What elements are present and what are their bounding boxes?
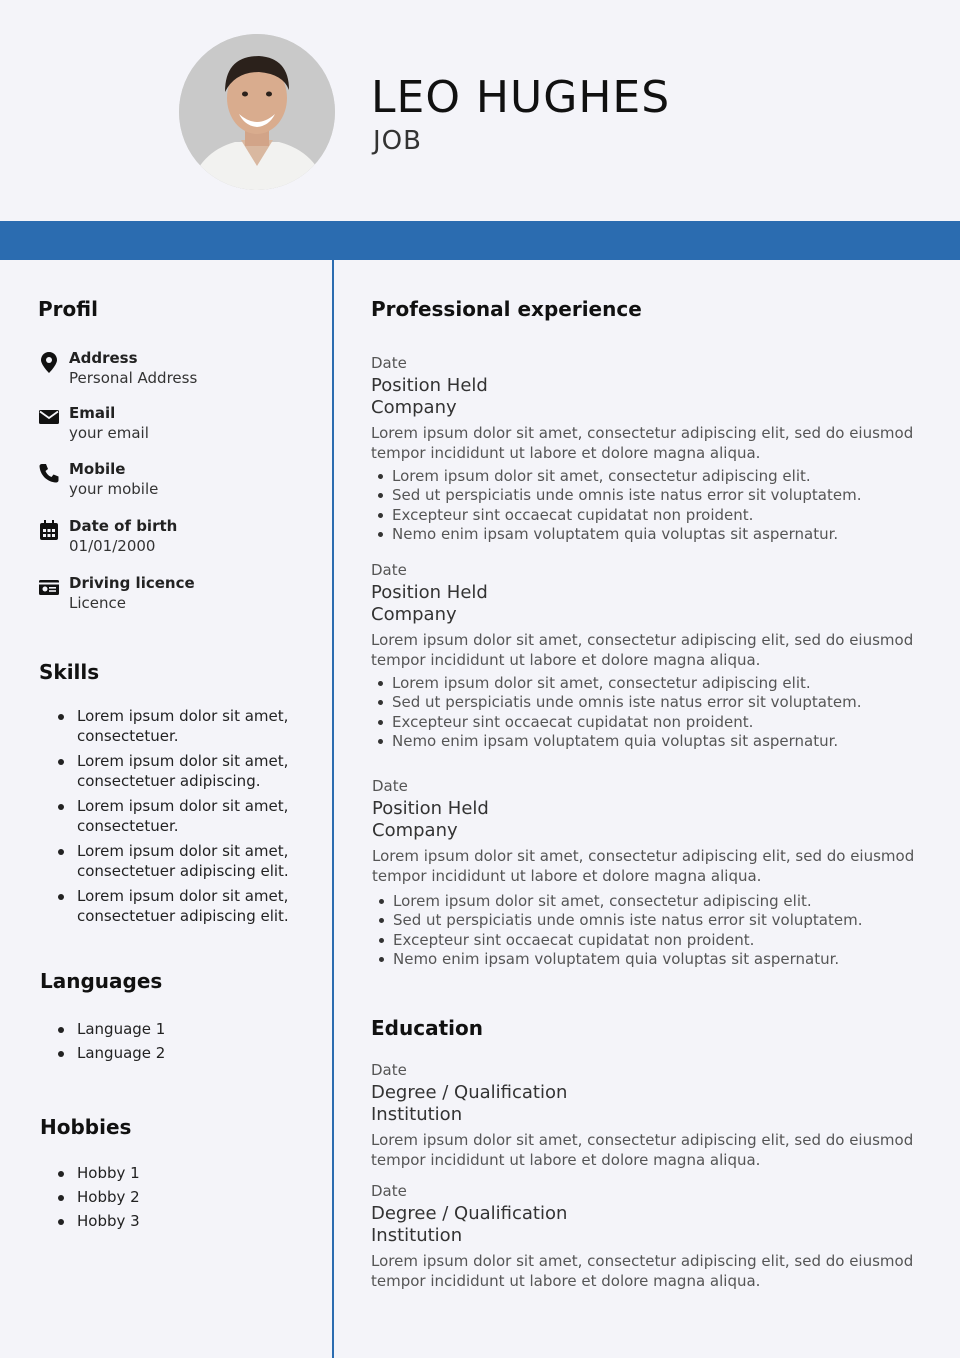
list-item: Sed ut perspiciatis unde omnis iste natus error sit voluptatem. [371, 486, 931, 505]
list-item: Nemo enim ipsam voluptatem quia voluptas sit aspernatur. [371, 525, 931, 544]
column-divider [332, 260, 334, 1358]
calendar-icon [38, 519, 60, 541]
list-item: Excepteur sint occaecat cupidatat non proident. [371, 713, 931, 732]
list-item: Sed ut perspiciatis unde omnis iste natus error sit voluptatem. [371, 693, 931, 712]
education-entry [371, 1060, 931, 1170]
list-item: Lorem ipsum dolor sit amet, consectetuer adipiscing elit. [56, 887, 316, 926]
experience-entry [372, 776, 932, 969]
contact-label: Mobile [69, 460, 126, 478]
entry-bullets [372, 892, 932, 969]
contact-label: Driving licence [69, 574, 195, 592]
contact-value: your email [69, 424, 149, 442]
contact-value: Licence [69, 594, 126, 612]
contact-value: your mobile [69, 480, 159, 498]
contact-label: Date of birth [69, 517, 178, 535]
person-name: LEO HUGHES [371, 72, 671, 123]
envelope-icon [38, 406, 60, 428]
list-item: Language 1 [56, 1020, 316, 1040]
skills-list [56, 707, 316, 926]
experience-entry [371, 353, 931, 544]
languages-heading: Languages [40, 969, 163, 993]
list-item: Lorem ipsum dolor sit amet, consectetuer. [56, 797, 316, 836]
entry-institution: Institution [371, 1225, 463, 1246]
entry-description: Lorem ipsum dolor sit amet, consectetur adipiscing elit, sed do eiusmod tempor incididunt ut labore et dolore magna aliqua. [371, 631, 914, 669]
contact-label: Address [69, 349, 138, 367]
entry-date: Date [371, 1061, 407, 1079]
phone-icon [38, 462, 60, 484]
job-title: JOB [373, 126, 422, 156]
entry-position: Position Held [371, 582, 488, 603]
experience-entry [371, 560, 931, 751]
resume-header [0, 0, 960, 220]
list-item: Lorem ipsum dolor sit amet, consectetur adipiscing elit. [371, 674, 931, 693]
education-entry [371, 1181, 931, 1291]
education-heading: Education [371, 1016, 483, 1040]
list-item: Excepteur sint occaecat cupidatat non proident. [371, 506, 931, 525]
id-card-icon [38, 576, 60, 598]
list-item: Excepteur sint occaecat cupidatat non proident. [372, 931, 932, 950]
profile-heading: Profil [38, 297, 98, 321]
entry-position: Position Held [371, 375, 488, 396]
accent-band [0, 221, 960, 260]
entry-date: Date [371, 1182, 407, 1200]
entry-position: Position Held [372, 798, 489, 819]
entry-company: Company [372, 820, 458, 841]
profile-photo [179, 34, 335, 190]
entry-description: Lorem ipsum dolor sit amet, consectetur adipiscing elit, sed do eiusmod tempor incididunt ut labore et dolore magna aliqua. [371, 1252, 914, 1290]
entry-institution: Institution [371, 1104, 463, 1125]
list-item: Lorem ipsum dolor sit amet, consectetuer adipiscing elit. [56, 842, 316, 881]
list-item: Hobby 3 [56, 1212, 316, 1232]
list-item: Nemo enim ipsam voluptatem quia voluptas sit aspernatur. [372, 950, 932, 969]
entry-description: Lorem ipsum dolor sit amet, consectetur adipiscing elit, sed do eiusmod tempor incididunt ut labore et dolore magna aliqua. [371, 1131, 914, 1169]
hobbies-heading: Hobbies [40, 1115, 132, 1139]
list-item: Sed ut perspiciatis unde omnis iste natus error sit voluptatem. [372, 911, 932, 930]
entry-date: Date [371, 354, 407, 372]
list-item: Hobby 2 [56, 1188, 316, 1208]
entry-description: Lorem ipsum dolor sit amet, consectetur adipiscing elit, sed do eiusmod tempor incididunt ut labore et dolore magna aliqua. [371, 424, 914, 462]
list-item: Hobby 1 [56, 1164, 316, 1184]
entry-date: Date [372, 777, 408, 795]
entry-company: Company [371, 604, 457, 625]
list-item: Lorem ipsum dolor sit amet, consectetuer. [56, 707, 316, 746]
location-pin-icon [38, 351, 60, 373]
entry-bullets [371, 674, 931, 751]
list-item: Lorem ipsum dolor sit amet, consectetuer adipiscing. [56, 752, 316, 791]
entry-degree: Degree / Qualification [371, 1082, 568, 1103]
hobbies-list [56, 1164, 316, 1232]
list-item: Nemo enim ipsam voluptatem quia voluptas sit aspernatur. [371, 732, 931, 751]
list-item: Lorem ipsum dolor sit amet, consectetur adipiscing elit. [372, 892, 932, 911]
entry-company: Company [371, 397, 457, 418]
entry-date: Date [371, 561, 407, 579]
list-item: Language 2 [56, 1044, 316, 1064]
contact-value: Personal Address [69, 369, 198, 387]
experience-heading: Professional experience [371, 297, 642, 321]
languages-list [56, 1020, 316, 1063]
contact-label: Email [69, 404, 116, 422]
entry-bullets [371, 467, 931, 544]
entry-degree: Degree / Qualification [371, 1203, 568, 1224]
skills-heading: Skills [39, 660, 100, 684]
entry-description: Lorem ipsum dolor sit amet, consectetur adipiscing elit, sed do eiusmod tempor incididunt ut labore et dolore magna aliqua. [372, 847, 915, 885]
list-item: Lorem ipsum dolor sit amet, consectetur adipiscing elit. [371, 467, 931, 486]
contact-value: 01/01/2000 [69, 537, 156, 555]
